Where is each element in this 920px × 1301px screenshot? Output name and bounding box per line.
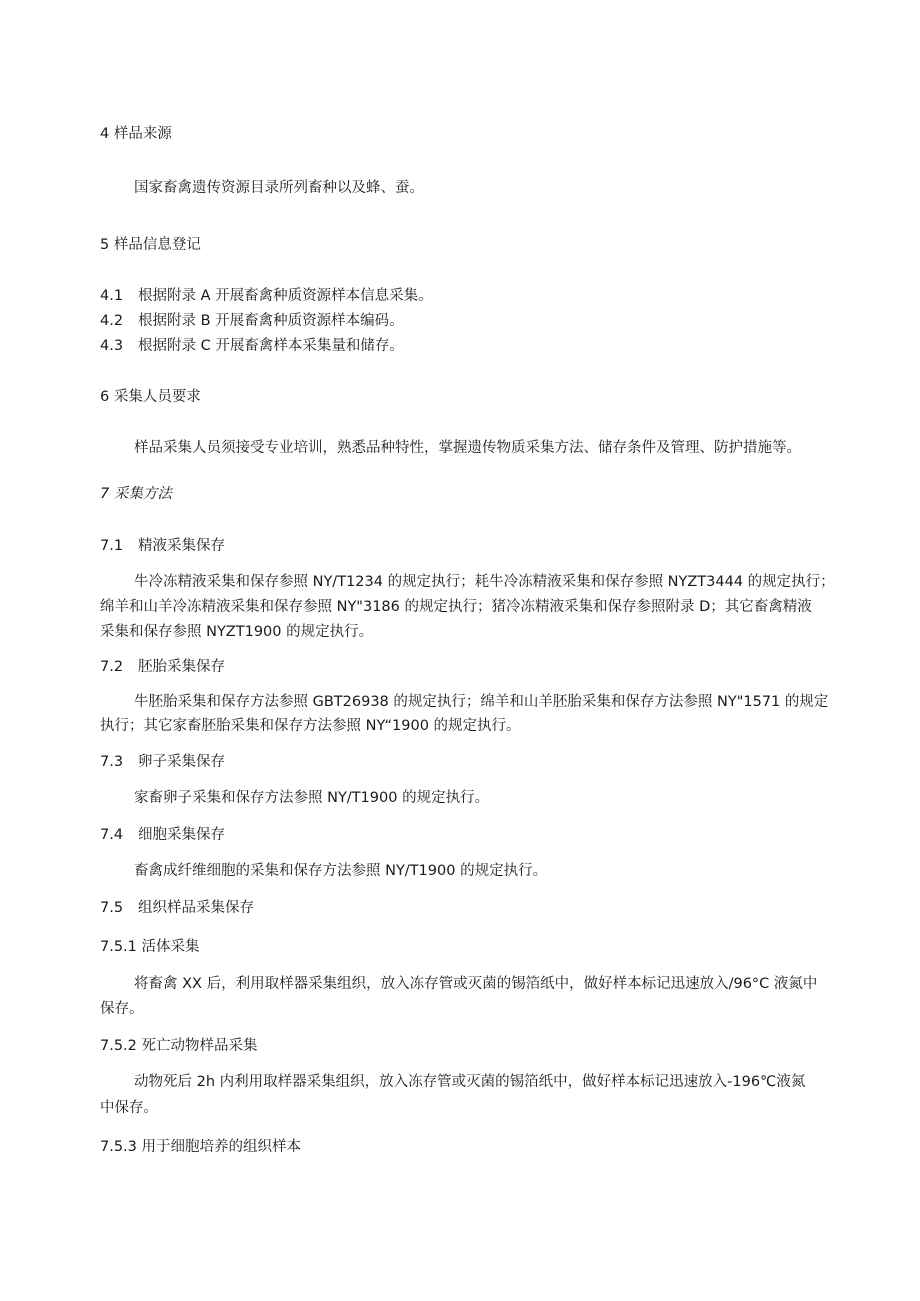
paragraph-line: 畜禽成纤维细胞的采集和保存方法参照 NY/T1900 的规定执行。 xyxy=(134,863,548,879)
list-item-text: 根据附录 A 开展畜禽种质资源样本信息采集。 xyxy=(138,288,433,304)
paragraph-line: 执行；其它家畜胚胎采集和保存方法参照 NY“1900 的规定执行。 xyxy=(100,718,521,734)
subsection-title: 卵子采集保存 xyxy=(138,754,225,770)
list-item-number: 4.1 xyxy=(100,288,124,304)
paragraph-line: 将畜禽 XX 后，利用取样器采集组织，放入冻存管或灭菌的锡箔纸中，做好样本标记迅速放入/96°C 液氮中 xyxy=(134,976,818,992)
subsection-7-5-3-heading: 7.5.3 用于细胞培养的组织样本 xyxy=(100,1139,302,1155)
paragraph-line: 绵羊和山羊冷冻精液采集和保存参照 NY"3186 的规定执行；猪冷冻精液采集和保存参照附录 D；其它畜禽精液 xyxy=(100,599,812,615)
section-4-heading: 4 样品来源 xyxy=(100,126,172,142)
subsection-7-5-2-heading: 7.5.2 死亡动物样品采集 xyxy=(100,1038,258,1054)
subsection-number: 7.1 xyxy=(100,538,124,554)
paragraph-line: 牛冷冻精液采集和保存参照 NY/T1234 的规定执行；耗牛冷冻精液采集和保存参照 NYZT3444 的规定执行； xyxy=(134,574,835,590)
paragraph-line: 牛胚胎采集和保存方法参照 GBT26938 的规定执行；绵羊和山羊胚胎采集和保存方法参照 NY"1571 的规定 xyxy=(134,694,829,710)
subsection-number: 7.5 xyxy=(100,900,124,916)
list-item-number: 4.2 xyxy=(100,313,124,329)
list-item-number: 4.3 xyxy=(100,338,124,354)
subsection-7-4-heading xyxy=(100,825,225,845)
subsection-title: 组织样品采集保存 xyxy=(138,900,254,916)
section-4-paragraph: 国家畜禽遗传资源目录所列畜种以及蜂、蚕。 xyxy=(134,180,424,196)
subsection-title: 精液采集保存 xyxy=(138,538,225,554)
paragraph-line: 保存。 xyxy=(100,1001,144,1017)
subsection-7-2-heading xyxy=(100,657,225,677)
paragraph-line: 动物死后 2h 内利用取样器采集组织，放入冻存管或灭菌的锡箔纸中，做好样本标记迅速放入-196℃液氮 xyxy=(134,1074,806,1090)
section-6-heading: 6 采集人员要求 xyxy=(100,389,201,405)
subsection-number: 7.4 xyxy=(100,827,124,843)
subsection-7-3-heading xyxy=(100,752,225,772)
list-item-text: 根据附录 B 开展畜禽种质资源样本编码。 xyxy=(138,313,404,329)
subsection-7-5-1-heading: 7.5.1 活体采集 xyxy=(100,939,200,955)
section-7-heading: 7 采集方法 xyxy=(100,486,172,502)
subsection-title: 细胞采集保存 xyxy=(138,827,225,843)
list-item xyxy=(100,286,433,306)
paragraph-line: 采集和保存参照 NYZT1900 的规定执行。 xyxy=(100,624,374,640)
list-item xyxy=(100,311,404,331)
list-item-text: 根据附录 C 开展畜禽样本采集量和储存。 xyxy=(138,338,404,354)
section-6-paragraph: 样品采集人员须接受专业培训，熟悉品种特性，掌握遗传物质采集方法、储存条件及管理、防护措施等。 xyxy=(134,440,801,456)
subsection-title: 胚胎采集保存 xyxy=(138,659,225,675)
subsection-number: 7.3 xyxy=(100,754,124,770)
subsection-7-5-heading xyxy=(100,898,254,918)
paragraph-line: 中保存。 xyxy=(100,1100,158,1116)
paragraph-line: 家畜卵子采集和保存方法参照 NY/T1900 的规定执行。 xyxy=(134,790,490,806)
list-item xyxy=(100,336,404,356)
subsection-7-1-heading xyxy=(100,536,225,556)
section-5-heading: 5 样品信息登记 xyxy=(100,237,201,253)
subsection-number: 7.2 xyxy=(100,659,124,675)
